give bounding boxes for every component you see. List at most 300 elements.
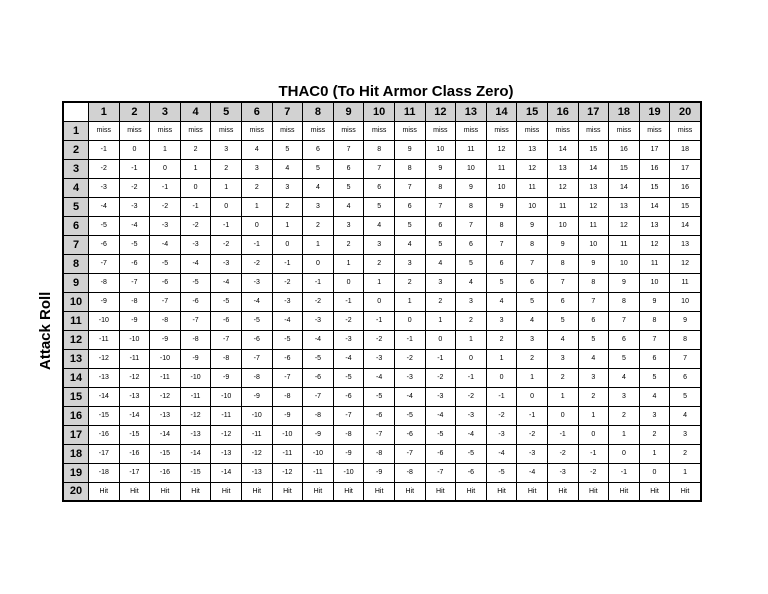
table-cell: 7 [578,292,609,311]
table-cell: 3 [425,273,456,292]
table-cell: miss [394,121,425,140]
table-cell: miss [364,121,395,140]
table-cell: 1 [547,387,578,406]
table-cell: -9 [241,387,272,406]
table-cell: -16 [150,463,181,482]
table-cell: 2 [639,425,670,444]
table-cell: 16 [639,159,670,178]
table-cell: 15 [670,197,701,216]
table-cell: 5 [364,197,395,216]
table-cell: -7 [150,292,181,311]
table-cell: miss [639,121,670,140]
table-cell: 2 [578,387,609,406]
table-cell: -2 [89,159,120,178]
table-cell: 2 [670,444,701,463]
table-cell: -1 [333,292,364,311]
table-cell: Hit [89,482,120,501]
table-cell: 14 [639,197,670,216]
table-cell: Hit [150,482,181,501]
table-cell: 5 [333,178,364,197]
table-cell: 1 [609,425,640,444]
table-cell: 1 [578,406,609,425]
row-header: 6 [63,216,89,235]
table-cell: 10 [670,292,701,311]
column-header: 10 [364,102,395,121]
table-cell: -11 [241,425,272,444]
table-cell: 11 [547,197,578,216]
table-cell: 4 [639,387,670,406]
table-cell: 4 [303,178,334,197]
table-cell: -9 [119,311,150,330]
table-row [63,254,701,273]
table-cell: 2 [609,406,640,425]
table-cell: 11 [486,159,517,178]
table-title: THAC0 (To Hit Armor Class Zero) [278,83,514,100]
table-cell: 8 [364,140,395,159]
table-cell: 6 [639,349,670,368]
table-cell: 10 [517,197,548,216]
thac0-table [62,101,702,502]
table-cell: 7 [639,330,670,349]
table-cell: -11 [180,387,211,406]
table-cell: Hit [333,482,364,501]
table-cell: 3 [486,311,517,330]
table-cell: -8 [272,387,303,406]
table-cell: 7 [670,349,701,368]
table-cell: -3 [394,368,425,387]
table-cell: -2 [486,406,517,425]
table-cell: -5 [333,368,364,387]
column-header: 13 [456,102,487,121]
table-cell: -10 [89,311,120,330]
table-cell: 12 [609,216,640,235]
table-cell: 12 [639,235,670,254]
table-cell: -2 [364,330,395,349]
table-cell: -5 [211,292,242,311]
table-cell: -15 [119,425,150,444]
table-cell: -2 [150,197,181,216]
table-cell: -14 [211,463,242,482]
table-cell: -6 [303,368,334,387]
table-cell: miss [303,121,334,140]
table-cell: 3 [547,349,578,368]
table-cell: 15 [609,159,640,178]
table-cell: -13 [241,463,272,482]
table-cell: 0 [119,140,150,159]
table-cell: -10 [211,387,242,406]
table-row [63,235,701,254]
table-cell: 16 [609,140,640,159]
table-cell: 3 [211,140,242,159]
table-cell: -4 [241,292,272,311]
table-cell: -1 [364,311,395,330]
table-cell: -17 [89,444,120,463]
table-cell: -10 [180,368,211,387]
table-cell: 5 [639,368,670,387]
table-cell: -10 [333,463,364,482]
table-cell: -11 [89,330,120,349]
table-cell: -8 [89,273,120,292]
table-cell: 2 [272,197,303,216]
table-cell: miss [150,121,181,140]
table-cell: Hit [394,482,425,501]
table-cell: -1 [394,330,425,349]
table-cell: 2 [486,330,517,349]
table-cell: 7 [456,216,487,235]
table-cell: -7 [89,254,120,273]
table-cell: Hit [517,482,548,501]
table-cell: -8 [150,311,181,330]
table-cell: -9 [211,368,242,387]
row-header: 7 [63,235,89,254]
table-cell: 6 [609,330,640,349]
table-cell: -7 [241,349,272,368]
table-cell: -6 [333,387,364,406]
table-cell: -7 [394,444,425,463]
table-cell: 9 [425,159,456,178]
table-cell: 4 [333,197,364,216]
table-cell: 4 [394,235,425,254]
table-row [63,387,701,406]
table-cell: 8 [639,311,670,330]
table-cell: 15 [639,178,670,197]
table-cell: -11 [150,368,181,387]
table-cell: -5 [394,406,425,425]
table-cell: -5 [486,463,517,482]
column-header: 11 [394,102,425,121]
column-header: 3 [150,102,181,121]
table-cell: -9 [272,406,303,425]
table-cell: -8 [333,425,364,444]
table-cell: 1 [180,159,211,178]
table-cell: -3 [272,292,303,311]
table-cell: 0 [364,292,395,311]
table-cell: 5 [303,159,334,178]
table-cell: 1 [303,235,334,254]
table-cell: -2 [241,254,272,273]
table-cell: -6 [272,349,303,368]
table-cell: 9 [517,216,548,235]
table-cell: 14 [609,178,640,197]
column-header: 5 [211,102,242,121]
table-cell: -12 [180,406,211,425]
table-cell: -4 [150,235,181,254]
table-cell: 11 [609,235,640,254]
table-cell: -4 [272,311,303,330]
row-header: 8 [63,254,89,273]
table-cell: -5 [241,311,272,330]
table-cell: -5 [89,216,120,235]
table-cell: -8 [303,406,334,425]
table-cell: miss [609,121,640,140]
table-cell: -15 [180,463,211,482]
table-cell: -3 [241,273,272,292]
table-cell: -18 [89,463,120,482]
table-cell: -1 [517,406,548,425]
table-cell: -1 [272,254,303,273]
row-header: 3 [63,159,89,178]
table-cell: 9 [609,273,640,292]
table-cell: Hit [486,482,517,501]
table-cell: -9 [180,349,211,368]
table-cell: 4 [364,216,395,235]
table-cell: 0 [272,235,303,254]
table-cell: miss [578,121,609,140]
table-cell: miss [272,121,303,140]
row-header: 1 [63,121,89,140]
table-row [63,292,701,311]
table-cell: 1 [272,216,303,235]
table-cell: -8 [394,463,425,482]
table-row [63,159,701,178]
table-cell: -2 [578,463,609,482]
table-cell: -14 [180,444,211,463]
table-cell: -10 [272,425,303,444]
table-cell: 12 [670,254,701,273]
table-cell: -12 [241,444,272,463]
table-cell: -2 [425,368,456,387]
table-cell: -5 [364,387,395,406]
table-body [63,121,701,501]
column-header: 17 [578,102,609,121]
table-cell: -10 [119,330,150,349]
table-cell: 10 [547,216,578,235]
table-cell: 10 [486,178,517,197]
table-cell: -1 [150,178,181,197]
table-cell: 3 [241,159,272,178]
table-cell: miss [517,121,548,140]
row-header: 10 [63,292,89,311]
table-cell: 0 [547,406,578,425]
table-cell: -1 [211,216,242,235]
table-cell: 6 [333,159,364,178]
table-cell: -3 [180,235,211,254]
table-row [63,406,701,425]
table-cell: 9 [578,254,609,273]
table-row [63,330,701,349]
table-cell: 0 [180,178,211,197]
table-cell: 14 [578,159,609,178]
table-cell: 13 [670,235,701,254]
table-cell: 3 [578,368,609,387]
table-cell: -6 [425,444,456,463]
table-cell: -6 [364,406,395,425]
column-header: 20 [670,102,701,121]
row-header: 14 [63,368,89,387]
table-cell: miss [486,121,517,140]
table-cell: 10 [456,159,487,178]
table-cell: 9 [670,311,701,330]
table-cell: -1 [456,368,487,387]
table-cell: -4 [333,349,364,368]
table-cell: 2 [364,254,395,273]
table-cell: -3 [547,463,578,482]
row-header: 19 [63,463,89,482]
table-cell: 18 [670,140,701,159]
column-header: 19 [639,102,670,121]
row-header: 4 [63,178,89,197]
table-cell: 8 [517,235,548,254]
table-cell: -4 [119,216,150,235]
table-cell: 8 [670,330,701,349]
table-cell: -1 [180,197,211,216]
table-cell: -4 [89,197,120,216]
table-cell: -5 [119,235,150,254]
table-cell: -9 [333,444,364,463]
table-cell: 10 [639,273,670,292]
table-cell: -16 [119,444,150,463]
table-cell: 3 [670,425,701,444]
attack-roll-axis-label: Attack Roll [37,291,54,370]
table-cell: 10 [609,254,640,273]
table-cell: miss [547,121,578,140]
table-cell: Hit [425,482,456,501]
row-header: 12 [63,330,89,349]
table-cell: 4 [425,254,456,273]
table-row [63,349,701,368]
table-cell: -16 [89,425,120,444]
table-cell: miss [425,121,456,140]
table-cell: 3 [364,235,395,254]
column-header: 12 [425,102,456,121]
table-cell: -6 [89,235,120,254]
column-header: 4 [180,102,211,121]
table-cell: -3 [211,254,242,273]
row-header: 2 [63,140,89,159]
table-cell: Hit [303,482,334,501]
table-cell: -11 [272,444,303,463]
table-cell: -1 [303,273,334,292]
table-cell: 10 [425,140,456,159]
table-cell: Hit [609,482,640,501]
table-cell: 2 [303,216,334,235]
table-cell: 13 [517,140,548,159]
table-cell: -3 [456,406,487,425]
table-cell: -13 [211,444,242,463]
table-cell: -6 [394,425,425,444]
table-cell: 9 [639,292,670,311]
table-cell: 0 [486,368,517,387]
table-cell: 1 [425,311,456,330]
table-cell: 10 [578,235,609,254]
table-cell: 4 [517,311,548,330]
table-cell: -7 [364,425,395,444]
table-cell: 8 [486,216,517,235]
table-cell: 1 [211,178,242,197]
table-row [63,273,701,292]
table-cell: 1 [333,254,364,273]
table-cell: -12 [272,463,303,482]
table-cell: 17 [639,140,670,159]
column-header-row [63,102,701,121]
table-cell: Hit [241,482,272,501]
table-cell: 17 [670,159,701,178]
table-row [63,463,701,482]
table-cell: -7 [272,368,303,387]
table-cell: Hit [670,482,701,501]
table-cell: 5 [486,273,517,292]
table-cell: 0 [456,349,487,368]
table-row [63,425,701,444]
table-row [63,178,701,197]
table-cell: -3 [486,425,517,444]
table-cell: 15 [578,140,609,159]
table-cell: 3 [609,387,640,406]
table-cell: 3 [303,197,334,216]
table-cell: -11 [211,406,242,425]
table-cell: 0 [609,444,640,463]
table-cell: -8 [211,349,242,368]
table-cell: 2 [517,349,548,368]
table-cell: 0 [639,463,670,482]
column-header: 7 [272,102,303,121]
table-cell: 6 [517,273,548,292]
table-cell: 3 [272,178,303,197]
table-cell: -6 [180,292,211,311]
table-cell: -3 [119,197,150,216]
table-cell: 1 [241,197,272,216]
table-cell: -3 [425,387,456,406]
table-cell: -2 [333,311,364,330]
table-cell: 11 [639,254,670,273]
table-cell: miss [670,121,701,140]
table-cell: 5 [670,387,701,406]
column-header: 9 [333,102,364,121]
table-cell: -12 [150,387,181,406]
table-cell: -6 [456,463,487,482]
table-row [63,140,701,159]
table-cell: 13 [609,197,640,216]
table-cell: 5 [609,349,640,368]
table-cell: 3 [394,254,425,273]
row-header: 13 [63,349,89,368]
table-cell: 3 [639,406,670,425]
table-cell: 9 [547,235,578,254]
table-cell: 2 [211,159,242,178]
table-cell: -4 [180,254,211,273]
table-cell: 0 [303,254,334,273]
table-cell: -3 [364,349,395,368]
table-cell: -1 [89,140,120,159]
table-cell: 6 [425,216,456,235]
table-cell: 14 [547,140,578,159]
table-cell: 1 [456,330,487,349]
table-cell: 5 [394,216,425,235]
table-cell: -6 [241,330,272,349]
column-header: 1 [89,102,120,121]
table-cell: 14 [670,216,701,235]
table-cell: -3 [89,178,120,197]
table-cell: -2 [211,235,242,254]
table-cell: 6 [486,254,517,273]
table-cell: 13 [578,178,609,197]
table-cell: 0 [241,216,272,235]
table-cell: 4 [670,406,701,425]
table-cell: 11 [578,216,609,235]
table-cell: -5 [150,254,181,273]
table-cell: -1 [609,463,640,482]
table-cell: 4 [547,330,578,349]
table-row [63,444,701,463]
table-cell: 7 [425,197,456,216]
table-cell: 1 [670,463,701,482]
table-cell: -4 [456,425,487,444]
table-cell: -10 [150,349,181,368]
table-row [63,121,701,140]
table-cell: 0 [578,425,609,444]
table-cell: -11 [119,349,150,368]
table-cell: -14 [119,406,150,425]
